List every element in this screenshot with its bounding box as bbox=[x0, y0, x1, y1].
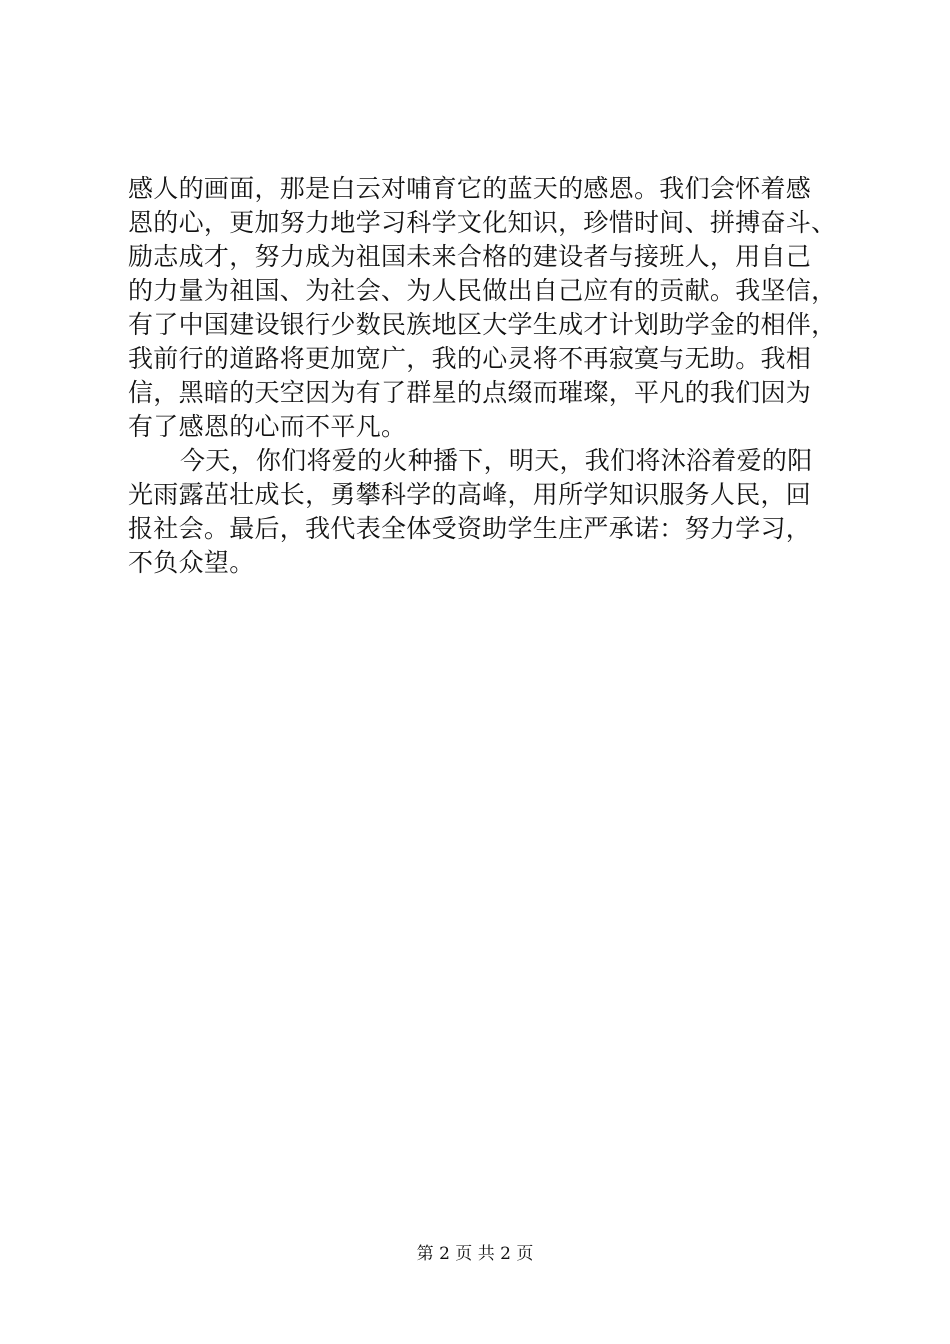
body-text bbox=[128, 172, 837, 580]
text-line: 有了感恩的心而不平凡。 bbox=[128, 412, 407, 441]
page-footer: 第 2 页 共 2 页 bbox=[416, 1244, 534, 1264]
text-line: 光雨露茁壮成长，勇攀科学的高峰，用所学知识服务人民，回 bbox=[128, 480, 812, 509]
text-line: 信，黑暗的天空因为有了群星的点缀而璀璨，平凡的我们因为 bbox=[128, 378, 812, 407]
text-line: 的力量为祖国、为社会、为人民做出自己应有的贡献。我坚信， bbox=[128, 276, 837, 305]
text-line: 有了中国建设银行少数民族地区大学生成才计划助学金的相伴， bbox=[128, 310, 837, 339]
text-line: 感人的画面，那是白云对哺育它的蓝天的感恩。我们会怀着感 bbox=[128, 174, 812, 203]
text-line: 励志成才，努力成为祖国未来合格的建设者与接班人，用自己 bbox=[128, 242, 812, 271]
text-line: 我前行的道路将更加宽广，我的心灵将不再寂寞与无助。我相 bbox=[128, 344, 812, 373]
text-line: 不负众望。 bbox=[128, 548, 255, 577]
paragraph-start-line: 今天，你们将爱的火种播下，明天，我们将沐浴着爱的阳 bbox=[180, 446, 813, 475]
text-line: 恩的心，更加努力地学习科学文化知识，珍惜时间、拼搏奋斗、 bbox=[128, 208, 837, 237]
text-line: 报社会。最后，我代表全体受资助学生庄严承诺：努力学习， bbox=[128, 514, 812, 543]
